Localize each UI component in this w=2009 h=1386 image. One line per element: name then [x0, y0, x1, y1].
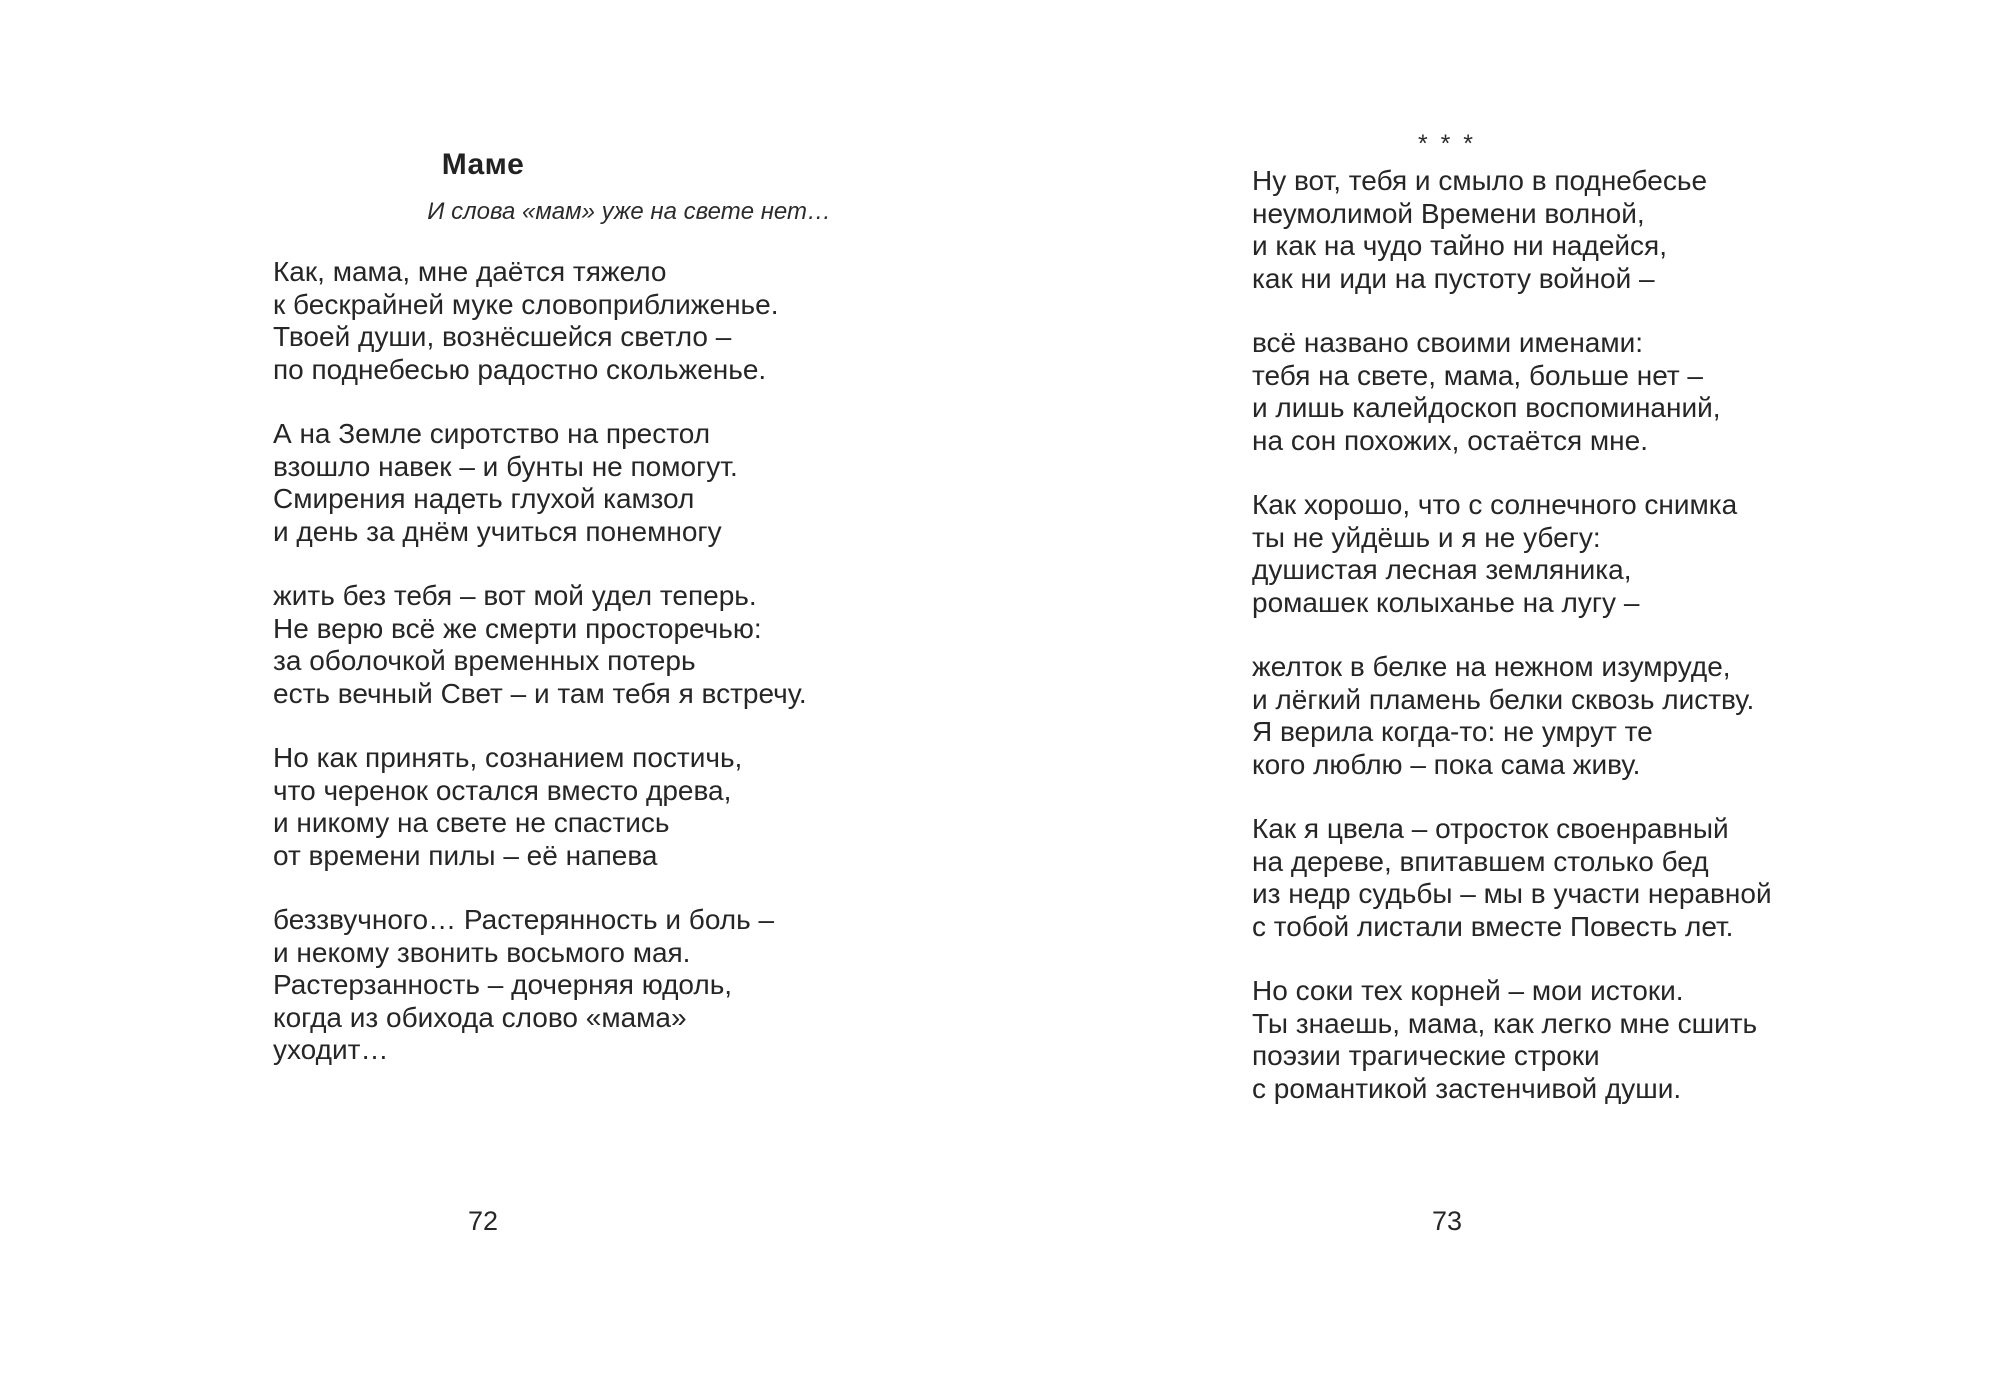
poem-line: и день за днём учиться понемногу	[273, 515, 722, 547]
epigraph: И слова «мам» уже на свете нет…	[427, 198, 831, 225]
poem-line: всё названо своими именами:	[1252, 327, 1644, 358]
poem-title: Маме	[441, 148, 525, 182]
stanza	[273, 742, 833, 872]
poem-line: ромашек колыханье на лугу –	[1252, 586, 1640, 618]
poem-line: душистая лесная земляника,	[1252, 554, 1632, 585]
poem-line: от времени пилы – её напева	[273, 839, 658, 871]
poem-line: и некому звонить восьмого мая.	[273, 936, 691, 968]
poem-line: и лишь калейдоскоп воспоминаний,	[1252, 392, 1721, 423]
poem-line: и никому на свете не спастись	[273, 807, 670, 838]
poem-line: Твоей души, вознёсшейся светло –	[273, 321, 732, 352]
poem-line: на сон похожих, остаётся мне.	[1252, 424, 1648, 456]
right-poem-body	[1252, 165, 1812, 1105]
poem-line: желток в белке на нежном изумруде,	[1252, 651, 1731, 682]
stanza	[1252, 327, 1812, 457]
section-divider-asterisks: * * *	[1417, 130, 1477, 158]
poem-line: тебя на свете, мама, больше нет –	[1252, 359, 1704, 391]
poem-line: поэзии трагические строки	[1252, 1040, 1600, 1071]
page-number: 73	[1431, 1206, 1463, 1236]
poem-line: с романтикой застенчивой души.	[1252, 1072, 1682, 1104]
poem-line: как ни иди на пустоту войной –	[1252, 262, 1655, 294]
stanza	[273, 904, 833, 1067]
poem-line: беззвучного… Растерянность и боль –	[273, 904, 775, 935]
stanza	[1252, 813, 1812, 943]
poem-line: Растерзанность – дочерняя юдоль,	[273, 969, 733, 1000]
poem-line: по поднебесью радостно скольженье.	[273, 353, 767, 385]
poem-line: жить без тебя – вот мой удел теперь.	[273, 580, 757, 611]
poem-line: и лёгкий пламень белки сквозь листву.	[1252, 683, 1755, 715]
left-poem-body	[273, 256, 833, 1067]
poem-line: когда из обихода слово «мама»	[273, 1001, 687, 1033]
poem-line: А на Земле сиротство на престол	[273, 418, 711, 449]
poem-line: Как, мама, мне даётся тяжело	[273, 256, 667, 287]
poem-line: Как я цвела – отросток своенравный	[1252, 813, 1729, 844]
poem-line: Ну вот, тебя и смыло в поднебесье	[1252, 165, 1708, 196]
stanza	[273, 580, 833, 710]
poem-line: есть вечный Свет – и там тебя я встречу.	[273, 677, 807, 709]
poem-line: Я верила когда-то: не умрут те	[1252, 716, 1653, 747]
poem-line: Как хорошо, что с солнечного снимка	[1252, 489, 1738, 520]
poem-line: из недр судьбы – мы в участи неравной	[1252, 878, 1772, 909]
poem-line: на дереве, впитавшем столько бед	[1252, 845, 1709, 877]
poem-line: за оболочкой временных потерь	[273, 645, 696, 676]
poem-line: уходит…	[273, 1034, 389, 1065]
poem-line: что черенок остался вместо древа,	[273, 774, 732, 806]
poem-line: с тобой листали вместе Повесть лет.	[1252, 910, 1734, 942]
stanza	[1252, 165, 1812, 295]
poem-line: и как на чудо тайно ни надейся,	[1252, 230, 1667, 261]
poem-line: взошло навек – и бунты не помогут.	[273, 450, 738, 482]
stanza	[273, 256, 833, 386]
stanza	[1252, 975, 1812, 1105]
poem-line: Не верю всё же смерти просторечью:	[273, 612, 762, 644]
poem-line: Но как принять, сознанием постичь,	[273, 742, 743, 773]
poem-line: ты не уйдёшь и я не убегу:	[1252, 521, 1601, 553]
stanza	[1252, 489, 1812, 619]
poem-line: к бескрайней муке словоприближенье.	[273, 288, 779, 320]
poem-line: неумолимой Времени волной,	[1252, 197, 1645, 229]
page-number: 72	[467, 1206, 499, 1236]
stanza	[1252, 651, 1812, 781]
poem-line: кого люблю – пока сама живу.	[1252, 748, 1641, 780]
stanza	[273, 418, 833, 548]
poem-line: Но соки тех корней – мои истоки.	[1252, 975, 1684, 1006]
poem-line: Ты знаешь, мама, как легко мне сшить	[1252, 1007, 1758, 1039]
poem-line: Смирения надеть глухой камзол	[273, 483, 695, 514]
